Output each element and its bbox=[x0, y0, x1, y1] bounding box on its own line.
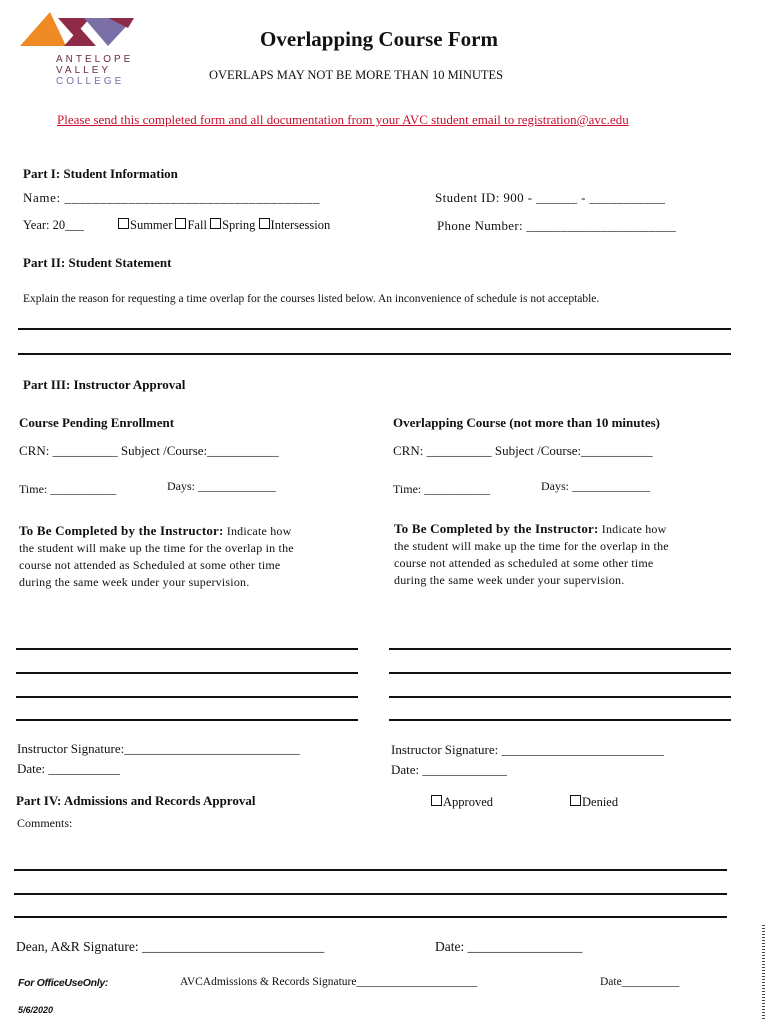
term-summer-label: Summer bbox=[130, 218, 173, 232]
part3-heading: Part III: Instructor Approval bbox=[23, 377, 186, 392]
pending-days-field[interactable]: Days: _____________ bbox=[167, 479, 276, 493]
term-intersession-label: Intersession bbox=[270, 218, 331, 232]
denied-label: Denied bbox=[582, 795, 619, 809]
part4-heading: Part IV: Admissions and Records Approval bbox=[16, 793, 256, 808]
phone-field[interactable]: Phone Number: ______________________ bbox=[437, 218, 677, 233]
pending-course-title: Course Pending Enrollment bbox=[19, 415, 175, 430]
college-logo bbox=[20, 12, 150, 87]
comments-line-3[interactable] bbox=[14, 916, 727, 918]
term-options bbox=[118, 218, 330, 233]
pending-instructor-signature[interactable]: Instructor Signature:___________________________ bbox=[17, 741, 300, 756]
dean-signature-field[interactable]: Dean, A&R Signature: ___________________________ bbox=[16, 939, 325, 954]
term-spring-label: Spring bbox=[222, 218, 256, 232]
form-subtitle: OVERLAPS MAY NOT BE MORE THAN 10 MINUTES bbox=[209, 68, 504, 82]
office-use-label: For OfficeUseOnly: bbox=[18, 977, 109, 989]
logo-text-valley: VALLEY bbox=[56, 65, 112, 76]
overlapping-makeup-line-4[interactable] bbox=[389, 719, 731, 721]
ar-signature-field[interactable]: AVCAdmissions & Records Signature_____________________ bbox=[180, 976, 478, 988]
logo-text-college: COLLEGE bbox=[56, 76, 125, 87]
approved-label: Approved bbox=[443, 795, 493, 809]
logo-mark-icon bbox=[20, 12, 140, 52]
overlapping-crn-field[interactable]: CRN: __________ Subject /Course:___________ bbox=[393, 443, 653, 458]
checkbox-icon bbox=[210, 218, 221, 229]
pending-crn-field[interactable]: CRN: __________ Subject /Course:___________ bbox=[19, 443, 279, 458]
checkbox-icon bbox=[259, 218, 270, 229]
checkbox-icon bbox=[570, 795, 581, 806]
overlapping-instructor-note bbox=[394, 520, 684, 589]
form-title: Overlapping Course Form bbox=[260, 27, 498, 51]
edge-mark bbox=[762, 925, 765, 1020]
dean-date-field[interactable]: Date: _________________ bbox=[435, 939, 583, 954]
part2-instruction: Explain the reason for requesting a time overlap for the courses listed below. An inconvenience of schedule is not acceptable. bbox=[23, 293, 600, 305]
logo-text-antelope: ANTELOPE bbox=[56, 54, 134, 65]
overlapping-makeup-line-3[interactable] bbox=[389, 696, 731, 698]
statement-line-1[interactable] bbox=[18, 328, 731, 330]
overlapping-instructor-date[interactable]: Date: _____________ bbox=[391, 762, 507, 777]
overlapping-days-field[interactable]: Days: _____________ bbox=[541, 479, 650, 493]
term-spring-checkbox[interactable] bbox=[210, 218, 255, 232]
overlapping-instructor-note-text: Indicate how the student will make up the time for the overlap in the course not attended as scheduled at some other time during the same week under your supervision. bbox=[394, 522, 669, 587]
overlapping-instructor-signature[interactable]: Instructor Signature: _________________________ bbox=[391, 742, 664, 757]
ar-date-field[interactable]: Date__________ bbox=[600, 976, 680, 988]
comments-label: Comments: bbox=[17, 816, 73, 830]
term-fall-checkbox[interactable] bbox=[175, 218, 206, 232]
part1-heading: Part I: Student Information bbox=[23, 166, 178, 181]
overlapping-course-title: Overlapping Course (not more than 10 minutes) bbox=[393, 415, 660, 430]
overlapping-makeup-line-1[interactable] bbox=[389, 648, 731, 650]
pending-makeup-line-2[interactable] bbox=[16, 672, 358, 674]
term-summer-checkbox[interactable] bbox=[118, 218, 172, 232]
checkbox-icon bbox=[175, 218, 186, 229]
checkbox-icon bbox=[431, 795, 442, 806]
pending-instructor-note-bold: To Be Completed by the Instructor: bbox=[19, 523, 224, 538]
pending-instructor-note bbox=[19, 522, 309, 591]
overlapping-makeup-line-2[interactable] bbox=[389, 672, 731, 674]
approved-checkbox[interactable] bbox=[431, 795, 493, 810]
term-fall-label: Fall bbox=[187, 218, 207, 232]
student-id-field[interactable]: Student ID: 900 - ______ - ___________ bbox=[435, 190, 666, 205]
form-version-date: 5/6/2020 bbox=[18, 1005, 54, 1015]
pending-makeup-line-1[interactable] bbox=[16, 648, 358, 650]
comments-line-2[interactable] bbox=[14, 893, 727, 895]
pending-instructor-date[interactable]: Date: ___________ bbox=[17, 761, 120, 776]
part2-heading: Part II: Student Statement bbox=[23, 255, 172, 270]
year-field[interactable]: Year: 20___ bbox=[23, 218, 84, 232]
statement-line-2[interactable] bbox=[18, 353, 731, 355]
name-field[interactable]: Name: ____________________________________ bbox=[23, 190, 321, 205]
comments-line-1[interactable] bbox=[14, 869, 727, 871]
overlapping-instructor-note-bold: To Be Completed by the Instructor: bbox=[394, 521, 599, 536]
overlapping-time-field[interactable]: Time: ___________ bbox=[393, 482, 491, 496]
denied-checkbox[interactable] bbox=[570, 795, 618, 810]
pending-time-field[interactable]: Time: ___________ bbox=[19, 482, 117, 496]
pending-makeup-line-3[interactable] bbox=[16, 696, 358, 698]
pending-makeup-line-4[interactable] bbox=[16, 719, 358, 721]
submission-notice: Please send this completed form and all documentation from your AVC student email to registration@avc.edu bbox=[57, 112, 629, 127]
pending-instructor-note-text: Indicate how the student will make up the time for the overlap in the course not attended as Scheduled at some other time during the same week under your supervision. bbox=[19, 524, 294, 589]
term-intersession-checkbox[interactable] bbox=[259, 218, 331, 232]
checkbox-icon bbox=[118, 218, 129, 229]
